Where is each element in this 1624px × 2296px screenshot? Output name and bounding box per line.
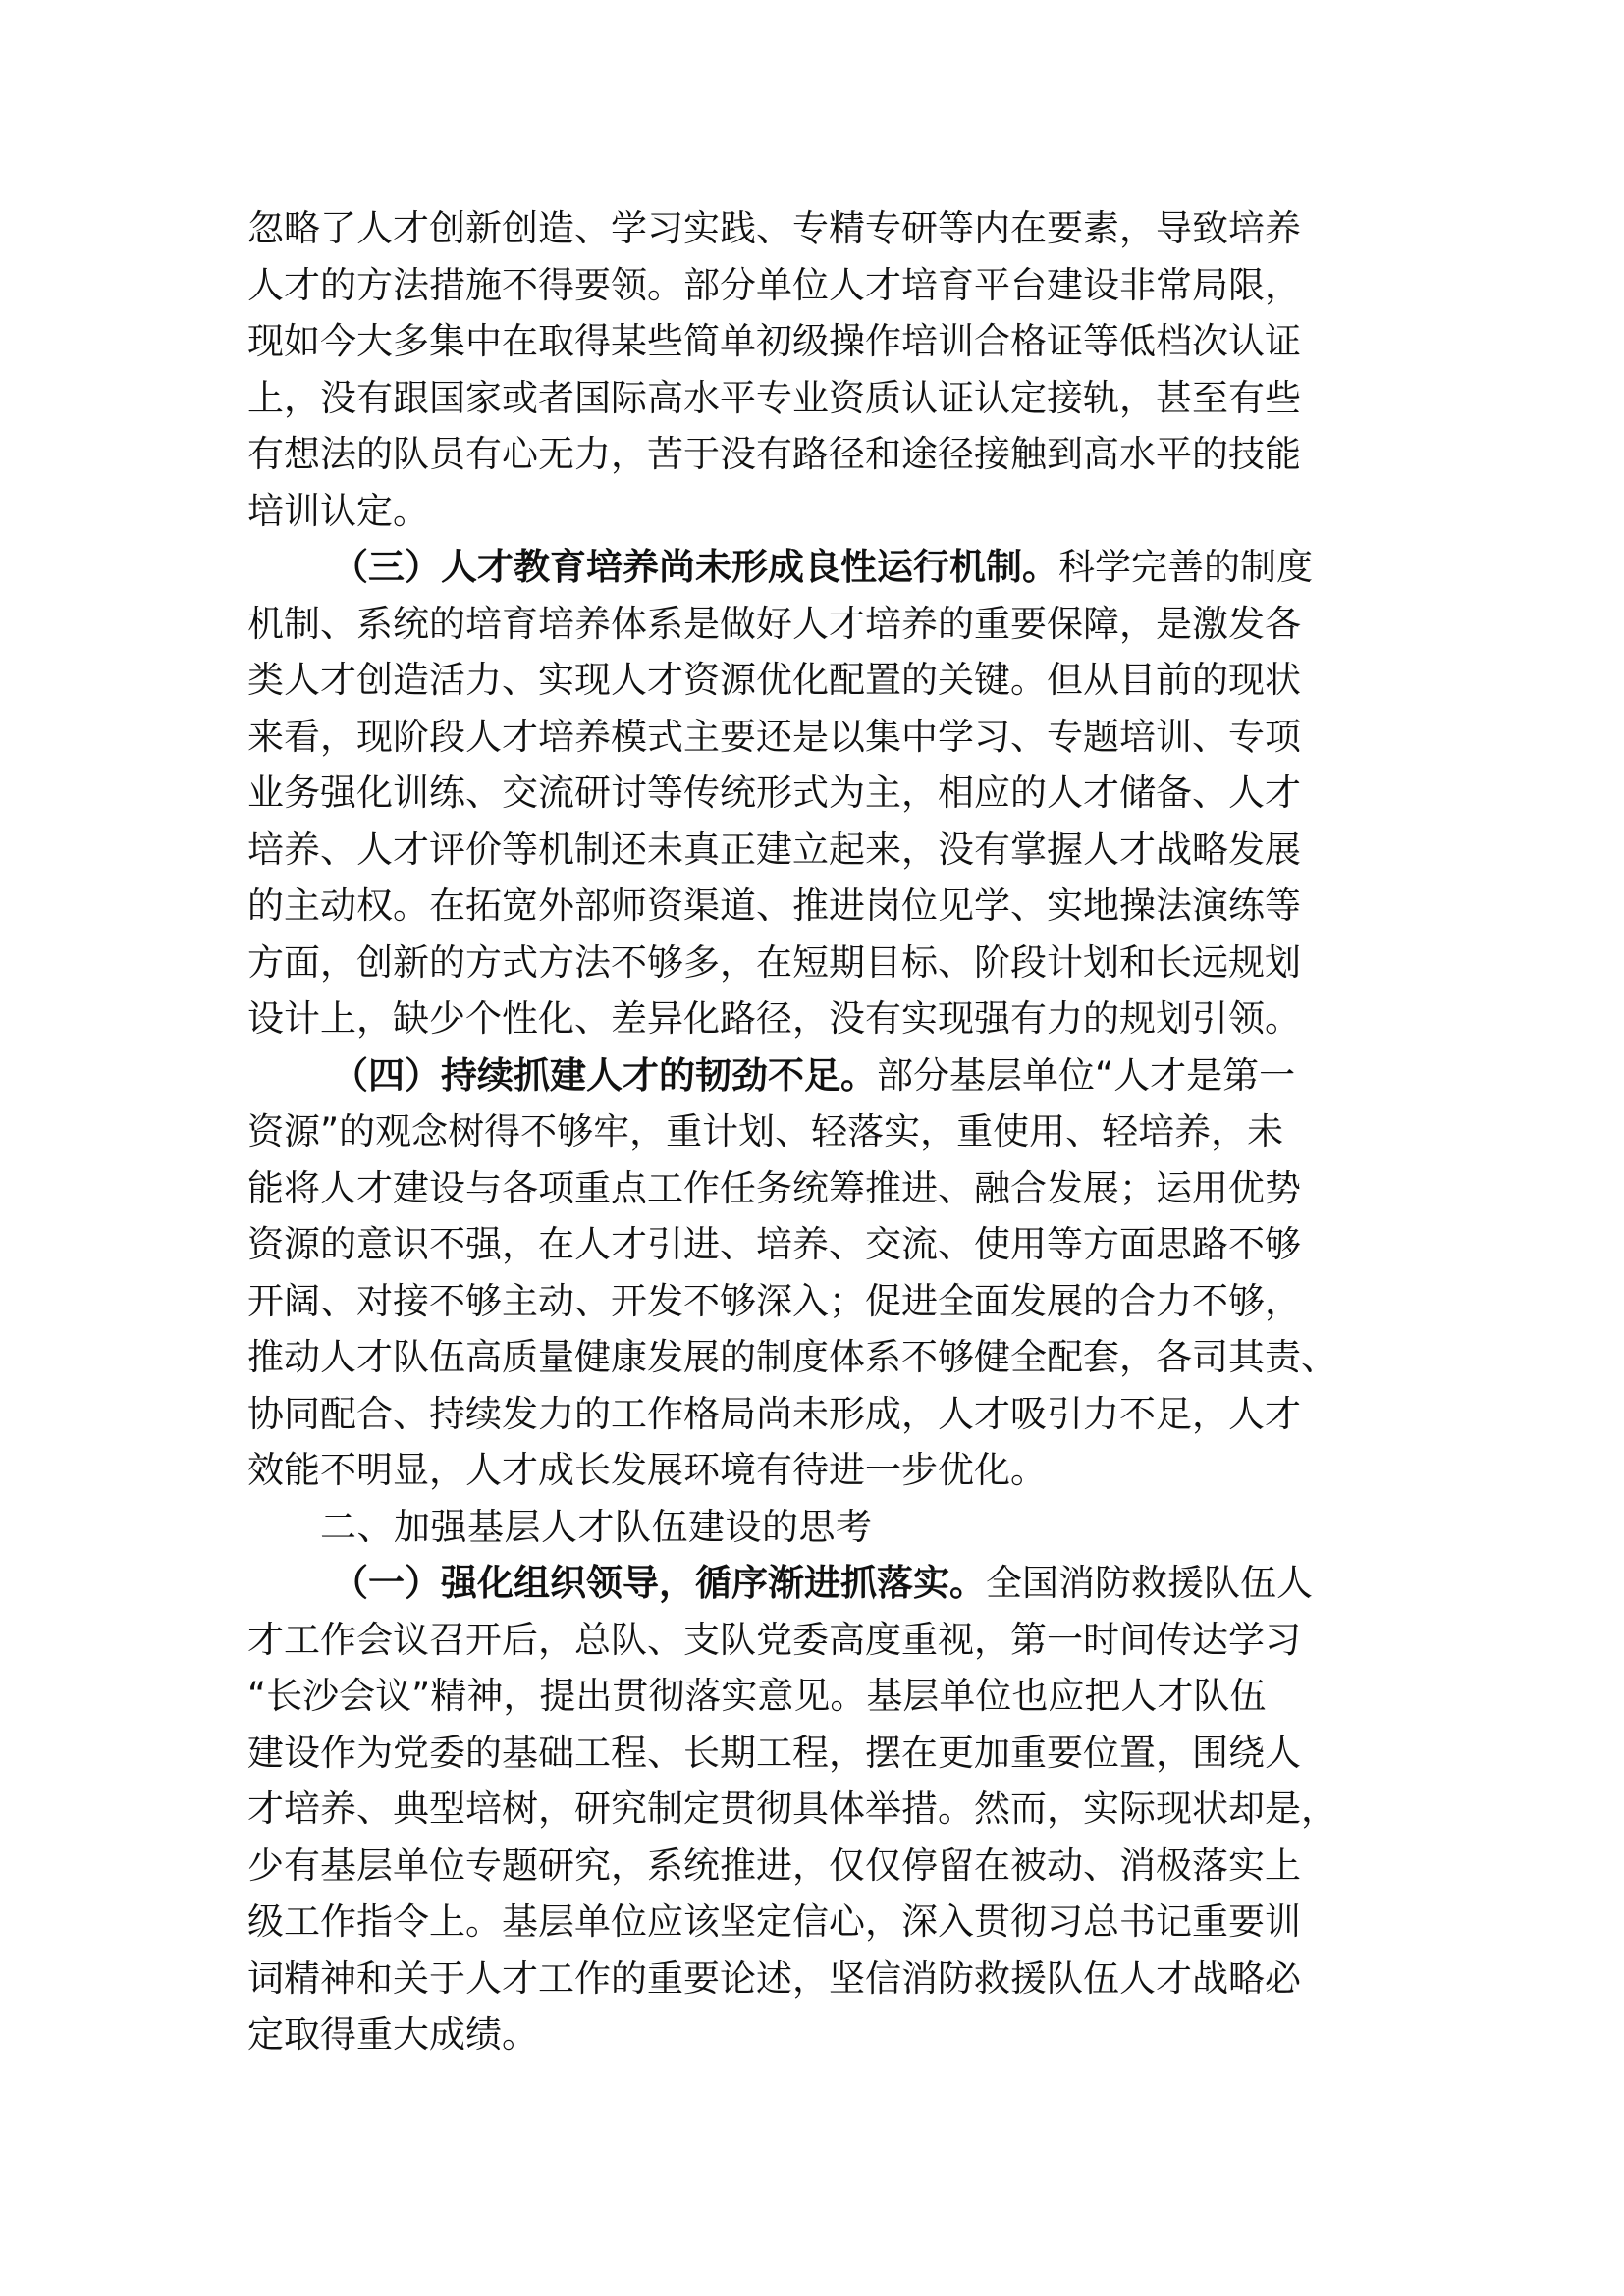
text-line: 培训认定。 (247, 489, 429, 532)
text-line: 资源的意识不强，在人才引进、培养、交流、使用等方面思路不够 (247, 1223, 1301, 1265)
text-line: 类人才创造活力、实现人才资源优化配置的关键。但从目前的现状 (247, 659, 1301, 701)
text-line: 的主动权。在拓宽外部师资渠道、推进岗位见学、实地操法演练等 (247, 884, 1301, 927)
text-line-first (247, 1555, 1377, 1612)
text-line: 开阔、对接不够主动、开发不够深入；促进全面发展的合力不够， (247, 1279, 1301, 1322)
paragraph-lead-text: 科学完善的制度 (1058, 546, 1313, 588)
text-line: 少有基层单位专题研究，系统推进，仅仅停留在被动、消极落实上 (247, 1843, 1301, 1887)
text-line: 建设作为党委的基础工程、长期工程，摆在更加重要位置，围绕人 (247, 1731, 1301, 1774)
text-line: 业务强化训练、交流研讨等传统形式为主，相应的人才储备、人才 (247, 772, 1301, 814)
text-line: 级工作指令上。基层单位应该坚定信心，深入贯彻习总书记重要训 (247, 1900, 1301, 1943)
paragraph-three (247, 539, 1377, 1047)
text-line: 能将人才建设与各项重点工作任务统筹推进、融合发展；运用优势 (247, 1166, 1301, 1209)
text-line: 推动人才队伍高质量健康发展的制度体系不够健全配套，各司其责、 (247, 1336, 1337, 1378)
text-line: 有想法的队员有心无力，苦于没有路径和途径接触到高水平的技能 (247, 433, 1301, 475)
paragraph-lead-text: 全国消防救援队伍人 (986, 1562, 1313, 1604)
text-line: 资源”的观念树得不够牢，重计划、轻落实，重使用、轻培养，未 (247, 1110, 1284, 1152)
text-line-first (247, 1047, 1377, 1104)
paragraph-heading: （一）强化组织领导，循序渐进抓落实。 (332, 1562, 986, 1604)
paragraph-one (247, 1555, 1377, 2063)
text-line: 效能不明显，人才成长发展环境有待进一步优化。 (247, 1449, 1047, 1491)
text-line: 培养、人才评价等机制还未真正建立起来，没有掌握人才战略发展 (247, 828, 1301, 871)
document-body (247, 200, 1377, 2063)
text-line: 机制、系统的培育培养体系是做好人才培养的重要保障，是激发各 (247, 602, 1301, 645)
text-line: 方面，创新的方式方法不够多，在短期目标、阶段计划和长远规划 (247, 940, 1301, 984)
text-line: 协同配合、持续发力的工作格局尚未形成，人才吸引力不足，人才 (247, 1392, 1301, 1435)
paragraph-continuation (247, 200, 1377, 539)
text-line: 词精神和关于人才工作的重要论述，坚信消防救援队伍人才战略必 (247, 1956, 1301, 2000)
text-line: 才工作会议召开后，总队、支队党委高度重视，第一时间传达学习 (247, 1618, 1301, 1661)
text-line: 来看，现阶段人才培养模式主要还是以集中学习、专题培训、专项 (247, 715, 1301, 758)
paragraph-four (247, 1047, 1377, 1499)
text-line: 设计上，缺少个性化、差异化路径，没有实现强有力的规划引领。 (247, 997, 1301, 1040)
paragraph-heading: （四）持续抓建人才的韧劲不足。 (332, 1053, 877, 1096)
paragraph-heading: （三）人才教育培养尚未形成良性运行机制。 (332, 546, 1058, 588)
text-line: 定取得重大成绩。 (247, 2013, 538, 2056)
text-line: “长沙会议”精神，提出贯彻落实意见。基层单位也应把人才队伍 (247, 1675, 1267, 1717)
section-title-text: 二、加强基层人才队伍建设的思考 (320, 1505, 873, 1548)
text-line: 忽略了人才创新创造、学习实践、专精专研等内在要素，导致培养 (247, 207, 1301, 249)
text-line: 上，没有跟国家或者国际高水平专业资质认证认定接轨，甚至有些 (247, 376, 1301, 419)
text-line: 人才的方法措施不得要领。部分单位人才培育平台建设非常局限， (247, 263, 1301, 306)
text-line: 现如今大多集中在取得某些简单初级操作培训合格证等低档次认证 (247, 320, 1301, 362)
paragraph-lead-text: 部分基层单位“人才是第一 (877, 1053, 1296, 1096)
text-line: 才培养、典型培树，研究制定贯彻具体举措。然而，实际现状却是， (247, 1788, 1337, 1830)
text-line-first (247, 539, 1377, 596)
section-title (247, 1499, 1377, 1556)
